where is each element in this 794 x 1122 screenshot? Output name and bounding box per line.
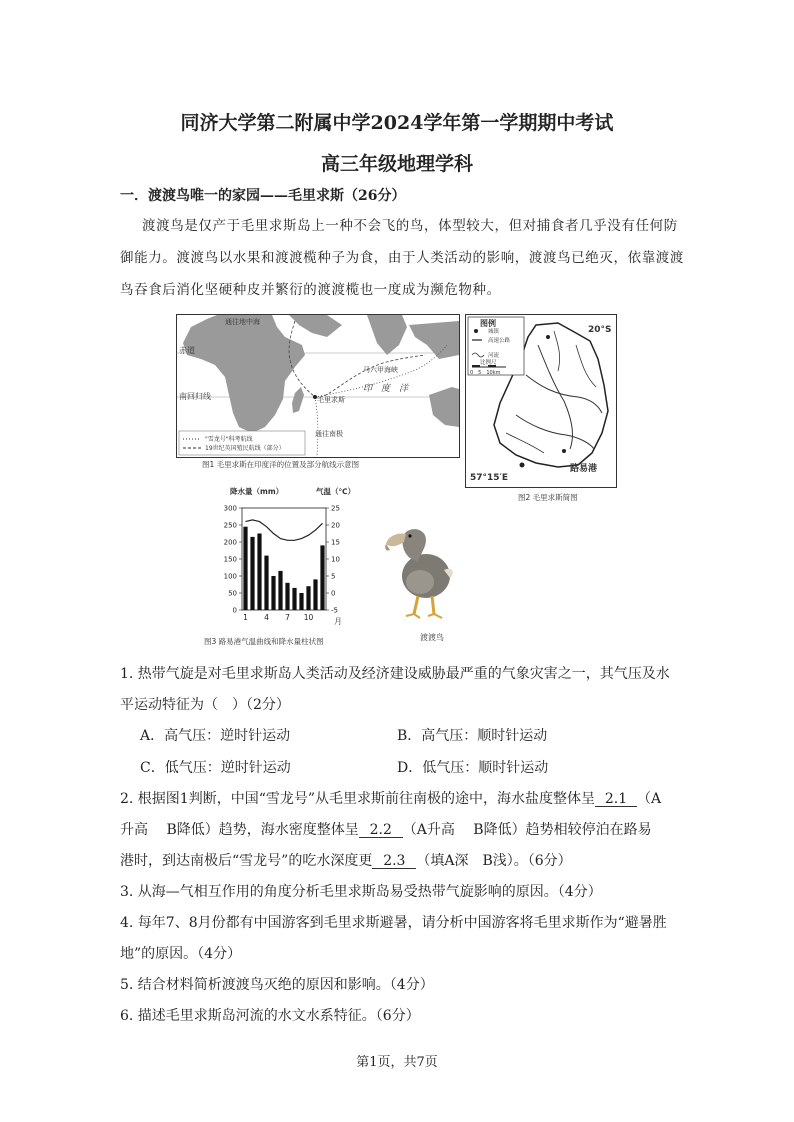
page-footer: 第1页，共7页 [356,1055,438,1070]
temperature-line [246,520,323,540]
fig2-longitude: 57°15′E [470,473,509,483]
x-tick-label: 1 [243,613,248,622]
precip-bar [299,593,303,610]
y-left-tick-label: 200 [223,538,237,547]
y-left-tick-label: 100 [223,572,237,581]
q2-text-c: 升高 B降低）趋势，海水密度整体呈 [120,822,359,838]
q2-text-b: （A [637,791,662,807]
precip-bar [278,571,282,610]
precip-bar [306,586,310,610]
y-left-tick-label: 50 [228,589,237,598]
q2-text-f: （填A深 B浅）。（6分） [416,853,572,869]
chart-month-unit: 月 [334,617,342,626]
climate-chart-svg [200,486,360,632]
figure-3-caption: 图3 路易港气温曲线和降水量柱状图 [204,637,324,646]
q5-text: 5. 结合材料简析渡渡鸟灭绝的原因和影响。（4分） [120,977,434,993]
q1-option-b: B．高气压：顺时针运动 [397,728,548,744]
precip-bar [264,556,268,610]
y-left-tick-label: 250 [223,521,237,530]
precip-bar [285,583,289,610]
q2-line-1 [120,792,661,807]
intro-line-1: 渡渡鸟是仅产于毛里求斯岛上一种不会飞的鸟，体型较大，但对捕食者几乎没有任何防 [142,218,678,234]
q1-line-2: 平运动特征为（ ）（2分） [120,697,290,713]
label-equator: 赤道 [179,346,195,355]
precip-bar [320,545,324,610]
label-indian-ocean: 印 度 洋 [363,384,409,394]
y-left-tick-label: 300 [223,504,237,513]
precip-bar [250,537,254,610]
y-right-tick-label: -5 [331,606,338,615]
exam-title: 同济大学第二附属中学2024学年第一学期期中考试 [180,112,614,134]
y-left-tick-label: 150 [223,555,237,564]
plot-frame [242,508,326,610]
intro-line-2: 御能力。渡渡鸟以水果和渡渡榄种子为食，由于人类活动的影响，渡渡鸟已绝灭，依靠渡渡 [120,250,684,266]
q3-text: 3. 从海—气相互作用的角度分析毛里求斯岛易受热带气旋影响的原因。（4分） [120,884,602,900]
q4-line-2: 地”的原因。（4分） [120,946,242,962]
y-right-tick-label: 0 [331,589,336,598]
chart-ylabel-left: 降水量（mm） [230,487,284,496]
precip-bar [313,579,317,610]
precip-bar [257,534,261,611]
fig2-legend-scale: 比例尺 [480,360,497,366]
q2-blank-2[interactable]: 2.2 [359,823,403,838]
legend-colonial-route: 19世纪英国殖民航线（部分） [205,445,285,452]
q2-line-3 [120,854,572,869]
intro-line-3: 鸟吞食后消化坚硬种皮并繁衍的渡渡榄也一度成为濒危物种。 [120,282,501,298]
fig2-port-label: 路易港 [570,464,598,474]
exam-subtitle: 高三年级地理学科 [320,153,473,175]
dodo-caption: 渡渡鸟 [420,633,444,642]
fig2-scale-label: 0 5 10km [470,370,501,376]
q1-option-c: C．低气压：逆时针运动 [140,760,291,776]
label-malacca: 马六甲海峡 [363,366,398,374]
fig2-legend-highway: 高速公路 [488,338,511,344]
q1-option-a: A．高气压：逆时针运动 [140,728,291,744]
legend-xuelong-route: "雪龙号"科考航线 [205,436,253,443]
label-to-antarctic: 通往南极 [315,430,343,438]
q1-option-d: D．低气压：顺时针运动 [397,760,549,776]
y-right-tick-label: 15 [331,538,340,547]
section-heading: 一．渡渡鸟唯一的家园——毛里求斯（26分） [120,188,406,204]
y-right-tick-label: 5 [331,572,336,581]
q1-line-1: 1. 热带气旋是对毛里求斯岛人类活动及经济建设威胁最严重的气象灾害之一，其气压及水 [120,666,670,682]
precip-bar [271,576,275,610]
q2-text-a: 2. 根据图1判断，中国“雪龙号”从毛里求斯前往南极的途中，海水盐度整体呈 [120,791,596,807]
x-tick-label: 10 [303,613,314,622]
y-left-tick-label: 0 [232,606,237,615]
q2-text-e: 港时，到达南极后“雪龙号”的吃水深度更 [120,853,373,869]
label-to-mediterranean: 通往地中海 [225,318,260,326]
precip-bar [243,527,247,610]
fig2-legend-town: 城镇 [488,329,500,335]
x-tick-label: 7 [285,613,290,622]
q2-line-2 [120,823,652,838]
dodo-illustration [380,522,460,622]
figure-2-caption: 图2 毛里求斯简图 [518,493,578,502]
y-right-tick-label: 25 [331,504,340,513]
q2-blank-3[interactable]: 2.3 [372,854,416,869]
label-tropic: 南回归线 [179,392,211,401]
precip-bar [292,588,296,610]
q6-text: 6. 描述毛里求斯岛河流的水文水系特征。（6分） [120,1008,420,1024]
y-right-tick-label: 10 [331,555,340,564]
figure-2-map [465,314,617,488]
fig2-legend-river: 河流 [488,353,500,359]
y-right-tick-label: 20 [331,521,340,530]
chart-ylabel-right: 气温（℃） [316,487,356,496]
q4-line-1: 4. 每年7、8月份都有中国游客到毛里求斯避暑，请分析中国游客将毛里求斯作为“避暑胜 [120,915,667,931]
q2-text-d: （A升高 B降低）趋势相较停泊在路易 [402,822,652,838]
figure-1-map [176,314,460,458]
label-mauritius: 毛里求斯 [317,396,345,404]
figure-3-chart [200,486,360,632]
figure-1-caption: 图1 毛里求斯在印度洋的位置及部分航线示意图 [202,460,360,469]
fig2-latitude: 20°S [588,325,612,335]
fig2-legend-title: 图例 [480,319,496,328]
x-tick-label: 4 [264,613,269,622]
q2-blank-1[interactable]: 2.1 [595,792,637,807]
